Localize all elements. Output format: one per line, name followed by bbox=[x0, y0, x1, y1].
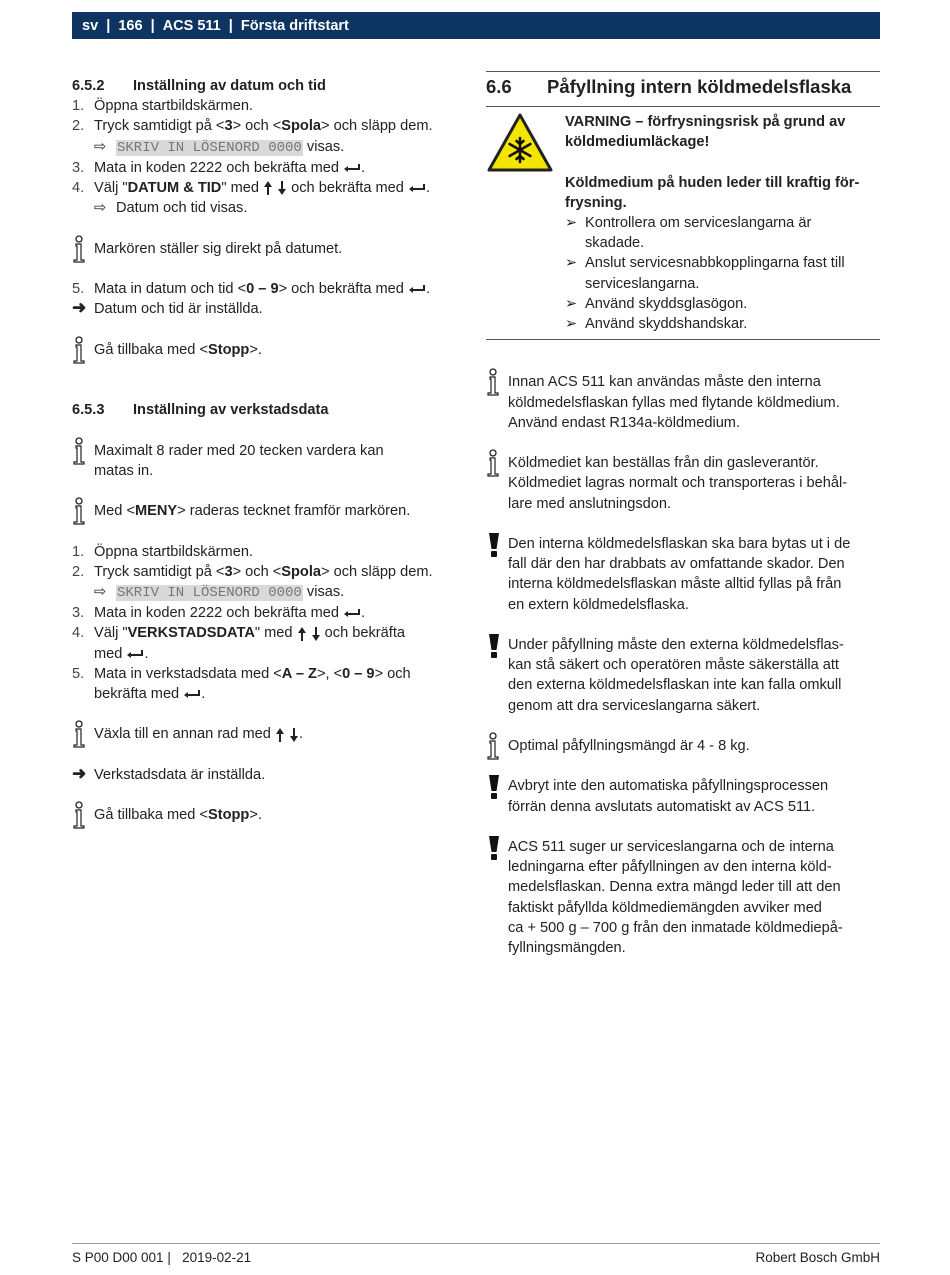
outline-arrow-icon: ⇨ bbox=[94, 583, 107, 600]
header-product: ACS 511 bbox=[162, 17, 221, 34]
enter-key-icon bbox=[408, 183, 426, 193]
section-heading-652 bbox=[72, 76, 462, 96]
section-heading-653 bbox=[72, 400, 462, 420]
info-note: Markören ställer sig direkt på datumet. bbox=[72, 239, 462, 259]
caution-note: Under påfyllning måste den externa köldmedelsflas- kan stå säkert och operatören måste säkerställa att den externa köldmedelsflaskan inte kan falla omkull genom att dra serviceslangarna säkert. bbox=[486, 635, 880, 716]
section-number: 6.5.3 bbox=[72, 402, 105, 419]
header-lang: sv bbox=[82, 17, 99, 34]
step-4-cont: med . bbox=[94, 645, 149, 662]
step-5: 5. Mata in datum och tid <0 – 9> och bekräfta med . bbox=[72, 281, 431, 297]
caution-note: Avbryt inte den automatiska påfyllningsprocessen förrän denna avslutats automatiskt av ACS 511. bbox=[486, 776, 880, 816]
step-4: 4. Välj "DATUM & TID" med och bekräfta med . bbox=[72, 180, 431, 197]
info-icon bbox=[72, 235, 86, 263]
caution-note: ACS 511 suger ur serviceslangarna och de interna ledningarna efter påfyllningen av den interna köld- medelsflaskan. Denna extra mängd leder till att den faktiskt påfyllda köldmediemängden avviker med ca + 500 g – 700 g från den inmatade köldmediepå- fyllningsmängden. bbox=[486, 837, 880, 958]
enter-key-icon bbox=[126, 649, 144, 659]
step-3: 3. Mata in koden 2222 och bekräfta med . bbox=[72, 605, 366, 622]
step-2: 2. Tryck samtidigt på <3> och <Spola> och släpp dem. bbox=[72, 563, 433, 580]
section-title: Inställning av verkstadsdata bbox=[133, 402, 329, 419]
enter-key-icon bbox=[343, 608, 361, 618]
step-2: 2. Tryck samtidigt på <3> och <Spola> och släpp dem. bbox=[72, 118, 433, 135]
footer-company: Robert Bosch GmbH bbox=[755, 1250, 880, 1265]
info-icon bbox=[72, 437, 86, 465]
left-column bbox=[72, 76, 462, 825]
info-note: Gå tillbaka med <Stopp>. bbox=[72, 805, 462, 825]
info-icon bbox=[72, 497, 86, 525]
info-icon bbox=[72, 336, 86, 364]
warning-bullet: ➢ Anslut servicesnabbkopplingarna fast till serviceslangarna. bbox=[565, 255, 845, 292]
footer-divider bbox=[72, 1243, 880, 1244]
section-title: Påfyllning intern köldmedelsflaska bbox=[547, 76, 852, 97]
page-header: sv | 166 | ACS 511 | Första driftstart bbox=[72, 12, 880, 39]
arrow-up-icon bbox=[275, 727, 285, 743]
arrow-up-icon bbox=[263, 180, 273, 196]
result-arrow-icon: ➜ bbox=[72, 298, 87, 318]
info-note: Köldmediet kan beställas från din gasleverantör. Köldmediet lagras normalt och transporteras i behål- lare med anslutningsdon. bbox=[486, 453, 880, 514]
warning-bullet: ➢ Använd skyddsglasögon. bbox=[565, 295, 748, 312]
result-line: ➜ Datum och tid är inställda. bbox=[72, 299, 462, 319]
step-4-result: ⇨ Datum och tid visas. bbox=[72, 198, 462, 218]
footer-doc-number: S P00 D00 001 bbox=[72, 1250, 164, 1265]
arrow-down-icon bbox=[289, 727, 299, 743]
enter-key-icon bbox=[408, 284, 426, 294]
enter-key-icon bbox=[343, 163, 361, 173]
exclamation-icon bbox=[488, 633, 500, 659]
step-2-result: ⇨ SKRIV IN LÖSENORD 0000 visas. bbox=[72, 137, 462, 158]
step-2-result: ⇨ SKRIV IN LÖSENORD 0000 visas. bbox=[72, 582, 462, 603]
exclamation-icon bbox=[488, 532, 500, 558]
info-note: Gå tillbaka med <Stopp>. bbox=[72, 340, 462, 360]
right-column bbox=[486, 71, 880, 958]
step-4: 4. Välj "VERKSTADSDATA" med och bekräfta bbox=[72, 625, 405, 642]
info-icon bbox=[72, 801, 86, 829]
display-code: SKRIV IN LÖSENORD 0000 bbox=[117, 139, 302, 156]
outline-arrow-icon: ⇨ bbox=[94, 138, 107, 155]
outline-arrow-icon: ⇨ bbox=[94, 200, 107, 217]
section-number: 6.5.2 bbox=[72, 78, 105, 94]
enter-key-icon bbox=[183, 689, 201, 699]
info-note: Växla till en annan rad med . bbox=[72, 724, 462, 744]
header-page-number: 166 bbox=[118, 17, 143, 34]
exclamation-icon bbox=[488, 774, 500, 800]
frost-warning-icon bbox=[486, 112, 554, 174]
info-icon bbox=[486, 368, 500, 396]
warning-bullet: ➢ Använd skyddshandskar. bbox=[565, 316, 748, 333]
arrow-up-icon bbox=[297, 626, 307, 642]
warning-box: VARNING – förfrysningsrisk på grund av köldmediumläckage! Köldmedium på huden leder till kraftig för- frysning. ➢ Kontrollera om serviceslangarna är skadade. ➢ Anslut servicesnabbkopplingarna fast till serviceslangarna. ➢ Använd skyddsglasögon. ➢ Använd skyddshandskar. bbox=[486, 107, 880, 340]
display-code: SKRIV IN LÖSENORD 0000 bbox=[117, 584, 302, 601]
exclamation-icon bbox=[488, 835, 500, 861]
info-icon bbox=[72, 720, 86, 748]
section-heading-66 bbox=[486, 72, 880, 107]
step-1: 1. Öppna startbildskärmen. bbox=[72, 98, 253, 115]
warning-bullet: ➢ Kontrollera om serviceslangarna är skadade. bbox=[565, 215, 812, 252]
step-3: 3. Mata in koden 2222 och bekräfta med . bbox=[72, 159, 366, 176]
arrow-down-icon bbox=[311, 626, 321, 642]
info-note: Optimal påfyllningsmängd är 4 - 8 kg. bbox=[486, 736, 880, 756]
info-note: Maximalt 8 rader med 20 tecken vardera kan matas in. bbox=[72, 441, 462, 481]
step-5-cont: bekräfta med . bbox=[94, 685, 206, 702]
info-icon bbox=[486, 732, 500, 760]
step-1: 1. Öppna startbildskärmen. bbox=[72, 543, 253, 560]
page-footer: S P00 D00 001 | 2019-02-21 Robert Bosch GmbH bbox=[72, 1250, 880, 1265]
section-number: 6.6 bbox=[486, 76, 512, 97]
result-arrow-icon: ➜ bbox=[72, 763, 87, 783]
result-line: ➜ Verkstadsdata är inställda. bbox=[72, 765, 462, 785]
step-5: 5. Mata in verkstadsdata med <A – Z>, <0 – 9> och bbox=[72, 665, 411, 682]
section-title: Inställning av datum och tid bbox=[133, 78, 326, 94]
arrow-down-icon bbox=[277, 180, 287, 196]
info-icon bbox=[486, 449, 500, 477]
footer-date: 2019-02-21 bbox=[182, 1250, 252, 1265]
info-note: Innan ACS 511 kan användas måste den interna köldmedelsflaskan fyllas med flytande köldmedium. Använd endast R134a-köldmedium. bbox=[486, 372, 880, 433]
caution-note: Den interna köldmedelsflaskan ska bara bytas ut i de fall där den har drabbats av omfattande skador. Den interna köldmedelsflaskan måste alltid fyllas på från en extern köldmedelsflaska. bbox=[486, 534, 880, 615]
info-note: Med <MENY> raderas tecknet framför markören. bbox=[72, 501, 462, 521]
header-section: Första driftstart bbox=[240, 17, 349, 34]
